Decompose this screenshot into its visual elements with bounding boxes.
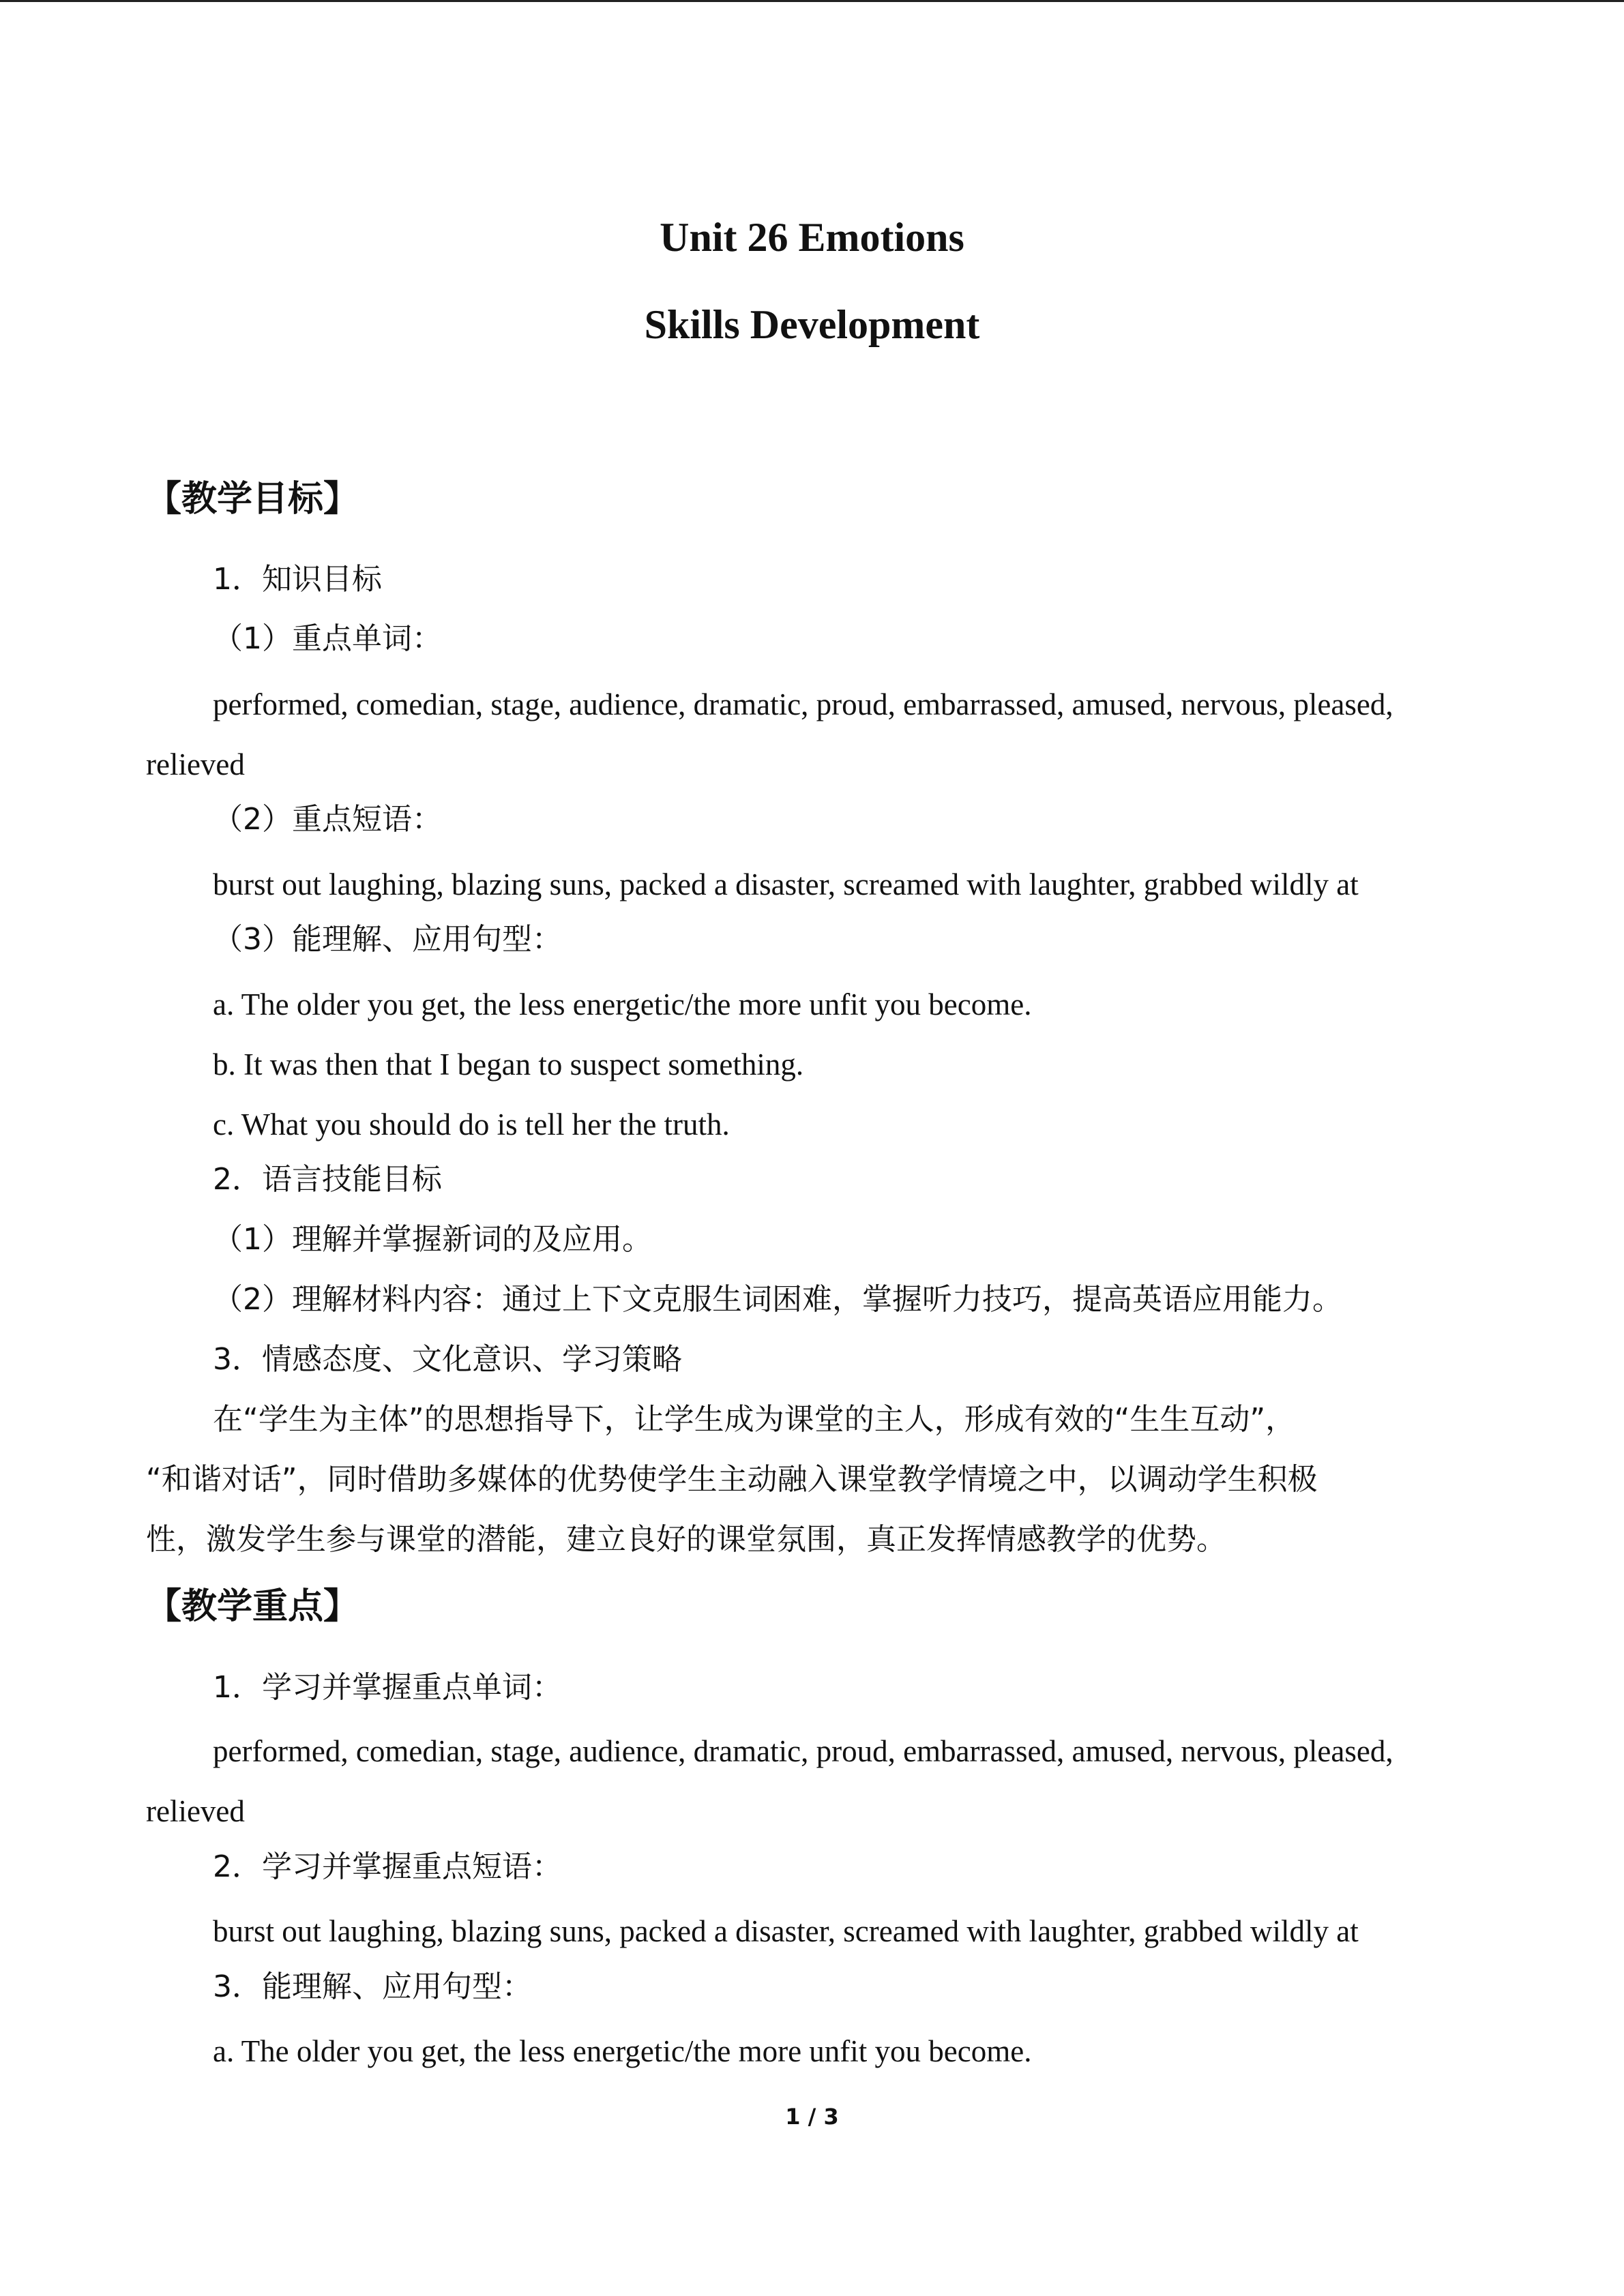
knowledge-goal-title: 1．知识目标 [213,562,382,597]
sentence-a: a. The older you get, the less energetic/the more unfit you become. [213,987,1032,1022]
document-title: Unit 26 Emotions [660,215,964,260]
document-subtitle: Skills Development [644,302,980,347]
top-border-line [0,0,1624,2]
key-vocab-line: performed, comedian, stage, audience, dramatic, proud, embarrassed, amused, nervous, pleased, [213,687,1393,721]
key-vocab-label: （1）重点单词： [213,621,442,656]
key-point-1-label: 1．学习并掌握重点单词： [213,1670,562,1705]
key-point-2-line: burst out laughing, blazing suns, packed a disaster, screamed with laughter, grabbed wildly at [213,1914,1359,1948]
sentence-b: b. It was then that I began to suspect something. [213,1047,804,1082]
key-phrases-label: （2）重点短语： [213,802,442,837]
page-number: 1 / 3 [785,2104,839,2130]
key-point-3-sentence-a: a. The older you get, the less energetic/the more unfit you become. [213,2034,1032,2068]
key-vocab-line-continued: relieved [146,747,245,781]
section-heading-key-points: 【教学重点】 [146,1586,359,1627]
affective-goals-paragraph-line-2: “和谐对话”，同时借助多媒体的优势使学生主动融入课堂教学情境之中，以调动学生积极 [146,1462,1318,1497]
affective-goals-title: 3．情感态度、文化意识、学习策略 [213,1342,682,1377]
key-phrases-line: burst out laughing, blazing suns, packed a disaster, screamed with laughter, grabbed wildly at [213,867,1359,901]
language-skills-item-2: （2）理解材料内容：通过上下文克服生词困难，掌握听力技巧，提高英语应用能力。 [213,1282,1342,1317]
sentence-patterns-label: （3）能理解、应用句型： [213,922,562,957]
key-point-3-label: 3．能理解、应用句型： [213,1969,532,2004]
affective-goals-paragraph-line-3: 性，激发学生参与课堂的潜能，建立良好的课堂氛围，真正发挥情感教学的优势。 [146,1522,1226,1557]
sentence-c: c. What you should do is tell her the truth. [213,1107,730,1142]
affective-goals-paragraph-line-1: 在“学生为主体”的思想指导下，让学生成为课堂的主人，形成有效的“生生互动”， [213,1402,1296,1437]
key-point-1-line-continued: relieved [146,1794,245,1828]
language-skills-item-1: （1）理解并掌握新词的及应用。 [213,1222,652,1257]
key-point-1-line: performed, comedian, stage, audience, dramatic, proud, embarrassed, amused, nervous, pleased, [213,1734,1393,1768]
key-point-2-label: 2．学习并掌握重点短语： [213,1849,562,1884]
section-heading-objectives: 【教学目标】 [146,479,359,520]
language-skills-title: 2．语言技能目标 [213,1162,442,1197]
